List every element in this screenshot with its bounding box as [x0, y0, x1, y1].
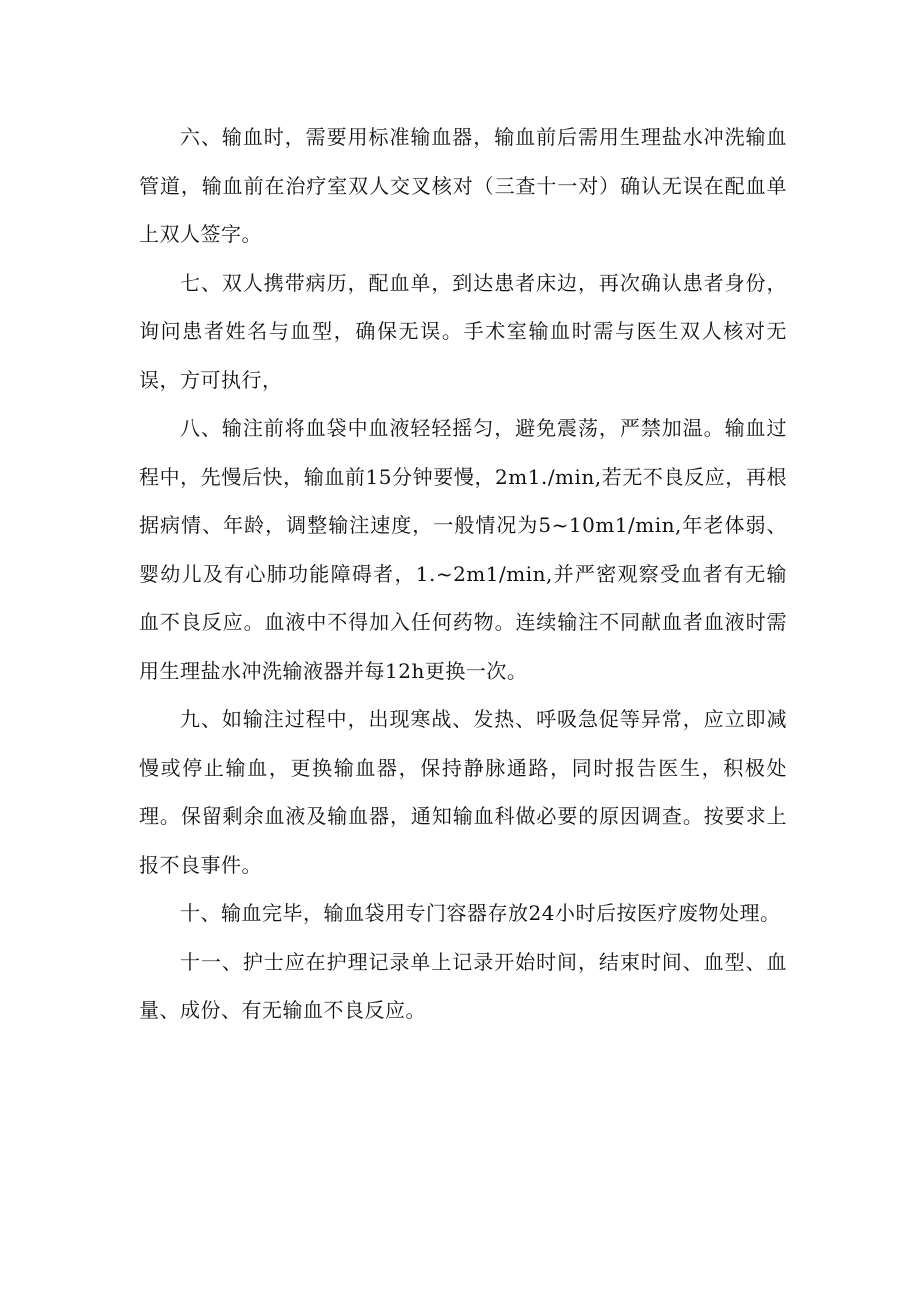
paragraph-item-10: 十、输血完毕，输血袋用专门容器存放24小时后按医疗废物处理。 [180, 901, 781, 925]
paragraph-item-11: 十一、护士应在护理记录单上记录开始时间，结束时间、血型、血量、成份、有无输血不良反应。 [139, 949, 787, 1022]
paragraph-item-6: 六、输血时，需要用标准输血器，输血前后需用生理盐水冲洗输血管道，输血前在治疗室双人交叉核对（三查十一对）确认无误在配血单上双人签字。 [139, 125, 787, 246]
paragraph-item-7: 七、双人携带病历，配血单，到达患者床边，再次确认患者身份，询问患者姓名与血型，确保无误。手术室输血时需与医生双人核对无误，方可执行， [139, 270, 787, 392]
paragraph-item-8: 八、输注前将血袋中血液轻轻摇匀，避免震荡，严禁加温。输血过程中，先慢后快，输血前15分钟要慢，2m1./min,若无不良反应，再根据病情、年龄，调整输注速度，一般情况为5~10m1∕min,年老体弱、婴幼儿及有心肺功能障碍者，1.~2m1∕min,并严密观察受血者有无输血不良反应。血液中不得加入任何药物。连续输注不同献血者血液时需用生理盐水冲洗输液器并每12h更换一次。 [139, 416, 787, 683]
paragraph-item-9: 九、如输注过程中，出现寒战、发热、呼吸急促等异常，应立即减慢或停止输血，更换输血器，保持静脉通路，同时报告医生，积极处理。保留剩余血液及输血器，通知输血科做必要的原因调查。按要求上报不良事件。 [139, 707, 787, 877]
document-body [139, 113, 787, 1035]
